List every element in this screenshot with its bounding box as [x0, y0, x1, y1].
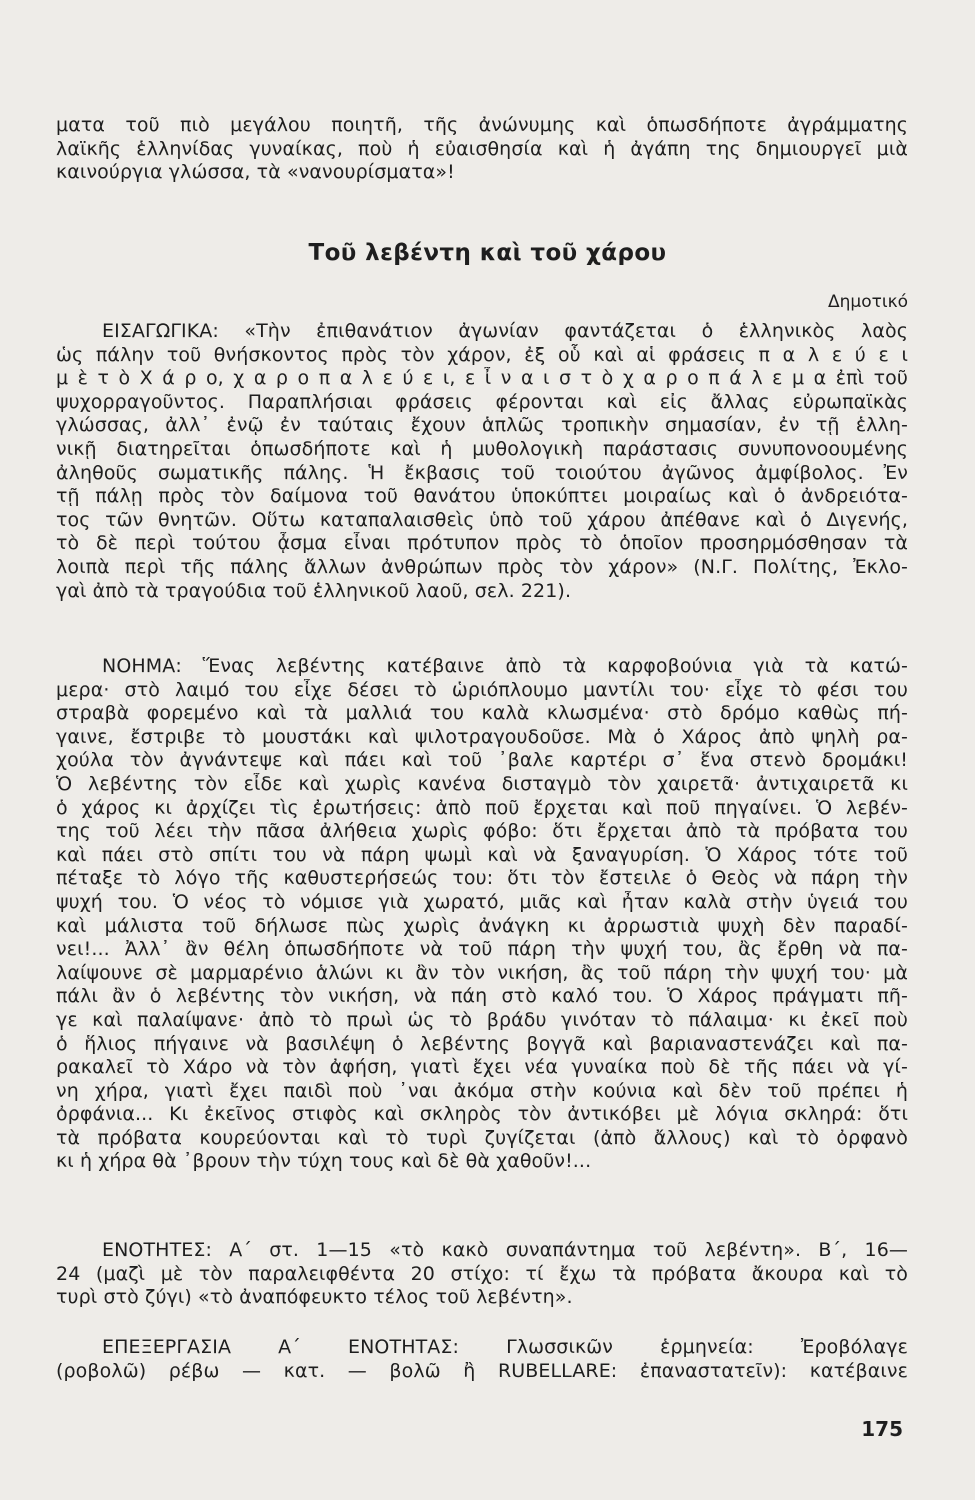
text-line: νη χήρα, γιατὶ ἔχει παιδὶ ποὺ ᾿ναι ἀκόμα στὴν κούνια καὶ δὲν τοῦ πρέπει ἡ [56, 1079, 908, 1102]
text-line: ὁ ἥλιος πήγαινε νὰ βασιλέψη ὁ λεβέντης βογγᾶ καὶ βαριαναστενάζει καὶ πα- [56, 1032, 908, 1055]
text-line: πέταξε τὸ λόγο τῆς καθυστερήσεώς του: ὅτι τὸν ἔστειλε ὁ Θεὸς νὰ πάρη τὴν [56, 867, 908, 890]
text-line: γαινε, ἔστριβε τὸ μουστάκι καὶ ψιλοτραγουδοῦσε. Μὰ ὁ Χάρος ἀπὸ ψηλὴ ρα- [56, 725, 908, 748]
text-line: πάλι ἂν ὁ λεβέντης τὸν νικήση, νὰ πάη στὸ καλό του. Ὁ Χάρος πράγματι πῆ- [56, 985, 908, 1008]
text-line: ψυχή του. Ὁ νέος τὸ νόμισε γιὰ χωρατό, μιᾶς καὶ ἦταν καλὰ στὴν ὑγειά του [56, 890, 908, 913]
text-line: στραβὰ φορεμένο καὶ τὰ μαλλιά του καλὰ κλωσμένα· στὸ δρόμο καθὼς πή- [56, 702, 908, 725]
text-line: κι ἡ χήρα θὰ ᾿βρουν τὴν τύχη τους καὶ δὲ θὰ χαθοῦν!... [56, 1150, 592, 1173]
poem-subtitle: Δημοτικό [827, 292, 908, 312]
noima-paragraph [56, 655, 908, 1174]
text-line: Ὁ λεβέντης τὸν εἶδε καὶ χωρὶς κανένα δισταγμὸ τὸν χαιρετᾶ· ἀντιχαιρετᾶ κι [56, 772, 908, 795]
text-line: καὶ πάει στὸ σπίτι του νὰ πάρη ψωμὶ καὶ νὰ ξαναγυρίση. Ὁ Χάρος τότε τοῦ [56, 843, 908, 866]
text-line: ρακαλεῖ τὸ Χάρο νὰ τὸν ἀφήση, γιατὶ ἔχει νέα γυναίκα ποὺ δὲ τῆς πάει νὰ γί- [56, 1056, 908, 1079]
text-line: μ ὲ τ ὸ Χ ά ρ ο, χ α ρ ο π α λ ε ύ ε ι, ε ἶ ν α ι σ τ ὸ χ α ρ ο π ά λ ε μ α ἐπὶ τοῦ [56, 367, 908, 390]
intro-paragraph [56, 114, 908, 185]
text-line: χούλα τὸν ἀγνάντεψε καὶ πάει καὶ τοῦ ᾿βαλε καρτέρι σ᾿ ἕνα στενὸ δρομάκι! [56, 749, 908, 772]
text-line: τῇ πάλῃ πρὸς τὸν δαίμονα τοῦ θανάτου ὑποκύπτει μοιραίως καὶ ὁ ἀνδρειότα- [56, 485, 908, 508]
text-line: τὰ πρόβατα κουρεύονται καὶ τὸ τυρὶ ζυγίζεται (ἀπὸ ἄλλους) καὶ τὸ ὀρφανὸ [56, 1126, 908, 1149]
text-line: ματα τοῦ πιὸ μεγάλου ποιητῆ, τῆς ἀνώνυμης καὶ ὁπωσδήποτε ἀγράμματης [56, 114, 908, 136]
text-line: καινούργια γλώσσα, τὰ «νανουρίσματα»! [56, 161, 455, 184]
text-line: τος τῶν θνητῶν. Οὕτω καταπαλαισθεὶς ὑπὸ τοῦ χάρου ἀπέθανε καὶ ὁ Διγενής, [56, 508, 908, 531]
text-line: γαὶ ἀπὸ τὰ τραγούδια τοῦ ἑλληνικοῦ λαοῦ, σελ. 221). [56, 579, 572, 602]
text-line: ὡς πάλην τοῦ θνήσκοντος πρὸς τὸν χάρον, ἐξ οὗ καὶ αἱ φράσεις π α λ ε ύ ε ι [56, 343, 908, 366]
text-line: τυρὶ στὸ ζύγι) «τὸ ἀναπόφευκτο τέλος τοῦ λεβέντη». [56, 1286, 573, 1309]
text-line: γλώσσας, ἀλλ᾿ ἐνῷ ἐν ταύταις ἔχουν ἁπλῶς τροπικὴν σημασίαν, ἐν τῇ ἑλλη- [56, 414, 908, 437]
text-line: της τοῦ λέει τὴν πᾶσα ἀλήθεια χωρὶς φόβο: ὅτι ἔρχεται ἀπὸ τὰ πρόβατα του [56, 820, 908, 843]
text-line: μερα· στὸ λαιμό του εἶχε δέσει τὸ ὡριόπλουμο μαντίλι του· εἶχε τὸ φέσι του [56, 678, 908, 701]
text-line: καὶ μάλιστα τοῦ δήλωσε πὼς χωρὶς ἀνάγκη κι ἀρρωστιὰ ψυχὴ δὲν παραδί- [56, 914, 908, 937]
text-line: ἀληθοῦς σωματικῆς πάλης. Ἡ ἔκβασις τοῦ τοιούτου ἀγῶνος ἀμφίβολος. Ἐν [56, 461, 908, 484]
enotites-paragraph [56, 1239, 908, 1310]
page-number: 175 [861, 1417, 903, 1441]
text-line: 24 (μαζὶ μὲ τὸν παραλειφθέντα 20 στίχο: τί ἔχω τὰ πρόβατα ἄκουρα καὶ τὸ [56, 1262, 908, 1285]
eisagogika-paragraph [56, 320, 908, 603]
text-line: ὁ χάρος κι ἀρχίζει τὶς ἐρωτήσεις: ἀπὸ ποῦ ἔρχεται καὶ ποῦ πηγαίνει. Ὁ λεβέν- [56, 796, 908, 819]
text-line: γε καὶ παλαίψανε· ἀπὸ τὸ πρωὶ ὡς τὸ βράδυ γινόταν τὸ πάλαιμα· κι ἐκεῖ ποὺ [56, 1008, 908, 1031]
text-line: ΝΟΗΜΑ: Ἕνας λεβέντης κατέβαινε ἀπὸ τὰ καρφοβούνια γιὰ τὰ κατώ- [102, 655, 908, 677]
text-line: νει!... Ἀλλ᾿ ἂν θέλη ὁπωσδήποτε νὰ τοῦ πάρη τὴν ψυχή του, ἂς ἔρθη νὰ πα- [56, 938, 908, 961]
text-line: ὀρφάνια... Κι ἐκεῖνος στιφὸς καὶ σκληρὸς τὸν ἀντικόβει μὲ λόγια σκληρά: ὅτι [56, 1103, 908, 1126]
text-line: λοιπὰ περὶ τῆς πάλης ἄλλων ἀνθρώπων πρὸς τὸν χάρον» (Ν.Γ. Πολίτης, Ἐκλο- [56, 555, 908, 578]
text-line: ΕΙΣΑΓΩΓΙΚΑ: «Τὴν ἐπιθανάτιον ἀγωνίαν φαντάζεται ὁ ἑλληνικὸς λαὸς [102, 320, 908, 342]
epexergasia-paragraph [56, 1336, 908, 1383]
text-line: ψυχορραγοῦντος. Παραπλήσιαι φράσεις φέρονται καὶ εἰς ἄλλας εὐρωπαϊκὰς [56, 390, 908, 413]
text-line: νικῇ διατηρεῖται ὁπωσδήποτε καὶ ἡ μυθολογικὴ παράστασις συνυπονοουμένης [56, 437, 908, 460]
text-line: ΕΝΟΤΗΤΕΣ: Α΄ στ. 1—15 «τὸ κακὸ συναπάντημα τοῦ λεβέντη». Β΄, 16— [102, 1239, 908, 1261]
text-line: ΕΠΕΞΕΡΓΑΣΙΑ Α΄ ΕΝΟΤΗΤΑΣ: Γλωσσικῶν ἑρμηνεία: Ἐροβόλαγε [102, 1336, 908, 1358]
text-line: (ροβολῶ) ρέβω — κατ. — βολῶ ἢ RUBELLARE: ἐπαναστατεῖν): κατέβαινε [56, 1359, 908, 1382]
text-line: τὸ δὲ περὶ τούτου ᾆσμα εἶναι πρότυπον πρὸς τὸ ὁποῖον προσηρμόσθησαν τὰ [56, 532, 908, 555]
poem-title: Τοῦ λεβέντη καὶ τοῦ χάρου [308, 240, 667, 266]
text-line: λαϊκῆς ἑλληνίδας γυναίκας, ποὺ ἡ εὐαισθησία καὶ ἡ ἀγάπη της δημιουργεῖ μιὰ [56, 137, 908, 160]
text-line: λαίψουνε σὲ μαρμαρένιο ἁλώνι κι ἂν τὸν νικήση, ἂς τοῦ πάρη τὴν ψυχή του· μὰ [56, 961, 908, 984]
